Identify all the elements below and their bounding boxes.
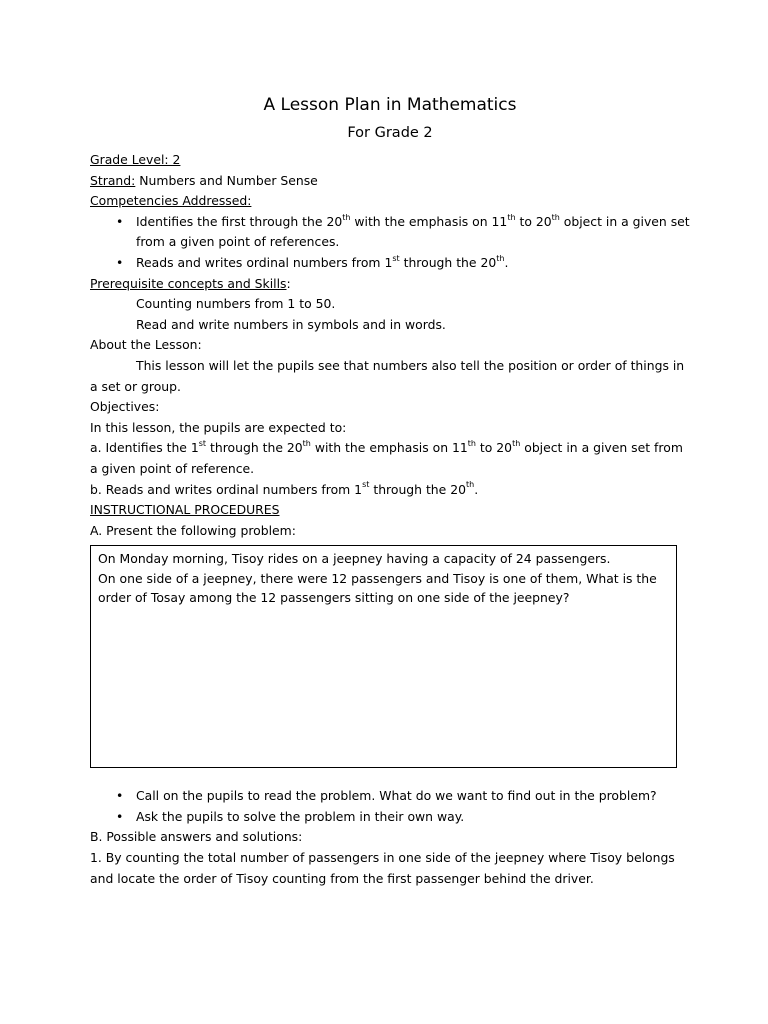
text-part: b. Reads and writes ordinal numbers from 1: [90, 481, 363, 497]
problem-line-2: On one side of a jeepney, there were 12 passengers and Tisoy is one of them, What is the order of Tosay among the 12 passengers sitting on one side of the jeepney?: [98, 570, 657, 606]
text-part: with the emphasis on 11: [310, 440, 468, 456]
text-part: through the 20: [399, 254, 497, 270]
competencies-list: [90, 212, 690, 274]
procedure-list: [90, 786, 690, 827]
about-heading: About the Lesson:: [90, 337, 202, 353]
text-part: .: [504, 254, 509, 270]
lesson-plan-content: [90, 92, 690, 889]
bullet-icon: •: [116, 254, 124, 270]
text-part: through the 20: [369, 481, 466, 497]
strand-line: [90, 171, 690, 192]
text-part: with the emphasis on 11: [350, 213, 508, 229]
competencies-heading: Competencies Addressed:: [90, 193, 252, 209]
prerequisite-colon: :: [286, 275, 291, 291]
text-part: to 20: [475, 440, 513, 456]
page-subtitle: For Grade 2: [347, 125, 433, 141]
prerequisite-label: Prerequisite concepts and Skills: [90, 275, 287, 291]
grade-level: Grade Level: 2: [90, 152, 181, 167]
objective-a: [90, 438, 690, 479]
superscript: th: [302, 439, 311, 449]
superscript: th: [467, 439, 476, 449]
text-part: through the 20: [206, 440, 303, 456]
superscript: th: [466, 480, 475, 490]
list-item-text: Ask the pupils to solve the problem in their own way.: [136, 808, 465, 824]
text-part: Reads and writes ordinal numbers from 1: [136, 254, 393, 270]
superscript: th: [496, 253, 505, 263]
page-title: A Lesson Plan in Mathematics: [263, 95, 517, 115]
prerequisite-item: Counting numbers from 1 to 50.: [136, 296, 336, 312]
superscript: st: [392, 253, 400, 263]
text-part: .: [474, 481, 479, 497]
section-b-heading: B. Possible answers and solutions:: [90, 829, 303, 845]
list-item: [90, 786, 690, 807]
objective-b: [90, 480, 690, 501]
instructional-procedures-heading: INSTRUCTIONAL PROCEDURES: [90, 502, 280, 518]
bullet-icon: •: [116, 213, 124, 229]
prerequisite-item: Read and write numbers in symbols and in words.: [136, 316, 446, 332]
strand-value: Numbers and Number Sense: [135, 172, 318, 188]
superscript: th: [512, 439, 521, 449]
superscript: th: [507, 212, 516, 222]
problem-line-1: On Monday morning, Tisoy rides on a jeepney having a capacity of 24 passengers.: [98, 551, 611, 567]
text-part: object in a given set from a given point of references.: [136, 213, 690, 250]
about-text: This lesson will let the pupils see that numbers also tell the position or order of things in a set or group.: [90, 357, 685, 394]
superscript: th: [551, 212, 560, 222]
text-part: a. Identifies the 1: [90, 440, 199, 456]
superscript: th: [342, 212, 351, 222]
superscript: st: [198, 439, 207, 449]
bullet-icon: •: [116, 788, 124, 804]
answer-1: 1. By counting the total number of passengers in one side of the jeepney where Tisoy belongs and locate the order of Tisoy counting from the first passenger behind the driver.: [90, 850, 675, 886]
list-item-text: Call on the pupils to read the problem. What do we want to find out in the problem?: [136, 788, 657, 804]
section-a-heading: A. Present the following problem:: [90, 522, 296, 538]
text-part: to 20: [515, 213, 552, 229]
list-item: [90, 253, 690, 274]
objectives-intro: In this lesson, the pupils are expected to:: [90, 419, 347, 435]
problem-box: [90, 545, 677, 768]
list-item: [90, 807, 690, 828]
text-part: Identifies the first through the 20: [136, 213, 343, 229]
bullet-icon: •: [116, 808, 124, 824]
list-item: [90, 212, 690, 253]
text-part: object in a given set from a given point of reference.: [90, 440, 683, 476]
superscript: st: [362, 480, 370, 490]
strand-label: Strand:: [90, 172, 136, 188]
prerequisite-heading: [90, 274, 690, 295]
objectives-heading: Objectives:: [90, 399, 160, 415]
